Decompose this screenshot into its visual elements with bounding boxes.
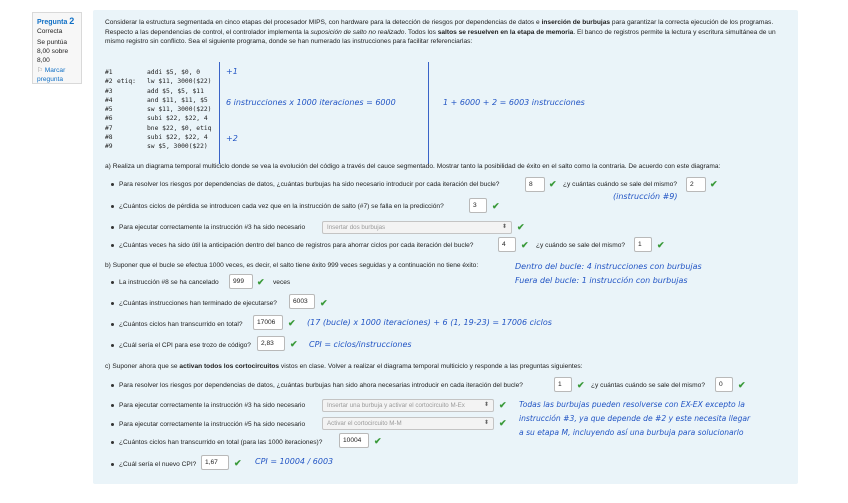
c-q4-input[interactable]: 10004: [339, 433, 369, 448]
check-icon: ✔: [517, 222, 525, 232]
a-q2-label: ¿Cuántos ciclos de pérdida se introducen cada vez que en la instrucción de salto (#7) se falla en la predicción?: [119, 203, 444, 210]
bullet: [111, 344, 114, 347]
note-instr9: (instrucción #9): [613, 192, 678, 201]
note-cpi2: CPI = 10004 / 6003: [255, 457, 334, 466]
c-q3-label: Para ejecutar correctamente la instrucción #5 ha sido necesario: [119, 421, 306, 428]
b-q4-input[interactable]: 2,83: [257, 336, 285, 351]
note-ex: Todas las burbujas pueden resolverse con EX-EX excepto la instrucción #3, ya que depende de #2 y este necesita llegar a su etapa M, incluyendo así una burbuja para solucionarlo: [519, 400, 751, 437]
annotation-line: [428, 62, 429, 164]
bullet: [111, 244, 114, 247]
check-icon: ✔: [549, 179, 557, 189]
c-q3-select[interactable]: Activar el cortocircuito M-M ⬍: [322, 417, 494, 430]
check-icon: ✔: [320, 298, 328, 308]
check-icon: ✔: [710, 179, 718, 189]
a-q2-input[interactable]: 3: [469, 198, 487, 213]
c-q5-input[interactable]: 1,67: [201, 455, 229, 470]
c-q5-label: ¿Cuál sería el nuevo CPI?: [119, 461, 197, 468]
bullet: [111, 404, 114, 407]
note-ciclos: (17 (bucle) x 1000 iteraciones) + 6 (1, 19-23) = 17006 ciclos: [307, 318, 552, 327]
b-q3-label: ¿Cuántos ciclos han transcurrido en total?: [119, 321, 243, 328]
b-q1-input[interactable]: 999: [229, 274, 253, 289]
a-q4b-input[interactable]: 1: [634, 237, 652, 252]
c-q1b-input[interactable]: 0: [715, 377, 733, 392]
a-q1-input[interactable]: 8: [525, 177, 545, 192]
section-c-title: c) Suponer ahora que se activan todos los cortocircuitos vistos en clase. Volver a realizar el diagrama temporal multiciclo y responde a las preguntas siguientes:: [105, 363, 583, 370]
bullet: [111, 281, 114, 284]
bullet: [111, 323, 114, 326]
a-q3-select[interactable]: Insertar dos burbujas ⬍: [322, 221, 512, 234]
note-cpi: CPI = ciclos/instrucciones: [309, 340, 412, 349]
check-icon: ✔: [374, 436, 382, 446]
question-state: Correcta: [37, 28, 63, 35]
bullet: [111, 183, 114, 186]
bullet: [111, 423, 114, 426]
question-panel: [93, 10, 798, 484]
code-labels: etiq:: [117, 78, 136, 86]
b-q2-input[interactable]: 6003: [289, 294, 315, 309]
a-q1b-label: ¿y cuántas cuándo se sale del mismo?: [563, 181, 677, 188]
c-q1b-label: ¿y cuántas cuándo se sale del mismo?: [591, 382, 705, 389]
annotation-line: [219, 62, 220, 164]
check-icon: ✔: [521, 240, 529, 250]
check-icon: ✔: [290, 339, 298, 349]
question-info-box: [32, 12, 82, 84]
note-dentro: Dentro del bucle: 4 instrucciones con burbujas: [515, 262, 702, 271]
c-q1-label: Para resolver los riesgos por dependencias de datos, ¿cuántas burbujas han sido ahora necesarias introducir en cada iteración del bucle?: [119, 382, 523, 389]
b-q4-label: ¿Cuál sería el CPI para ese trozo de código?: [119, 342, 251, 349]
c-q4-label: ¿Cuántos ciclos han transcurrido en total (para las 1000 iteraciones)?: [119, 439, 323, 446]
code-instructions: addi $5, $0, 0 lw $11, 3000($22) add $5, $5, $11 and $11, $11, $5 sw $11, 3000($22) subi $22, $22, 4 bne $22, $0, etiq subi $22, $22, 4 sw $5, 3000($22): [147, 69, 212, 151]
c-q2-label: Para ejecutar correctamente la instrucción #3 ha sido necesario: [119, 402, 306, 409]
a-q4-input[interactable]: 4: [498, 237, 516, 252]
note-fuera: Fuera del bucle: 1 instrucción con burbujas: [515, 276, 688, 285]
code-line-numbers: #1 #2 #3 #4 #5 #6 #7 #8 #9: [105, 69, 113, 151]
chevron-icon: ⬍: [483, 402, 489, 408]
note-iterations: 6 instrucciones x 1000 iteraciones = 6000: [226, 98, 396, 107]
a-q1b-input[interactable]: 2: [686, 177, 706, 192]
flag-icon: ⚐: [37, 67, 43, 74]
b-q3-input[interactable]: 17006: [253, 315, 283, 330]
question-intro: Considerar la estructura segmentada en cinco etapas del procesador MIPS, con hardware para la detección de riesgos por dependencias de datos e inserción de burbujas para garantizar la correcta ejecución de los programas. Respecto a las dependencias de control, el controlador implementa la suposición de salto no realizado. Todos los saltos se resuelven en la etapa de memoria. El banco de registros permite la lectura y escritura simultánea de un mismo registro sin conflicto. Sea el siguiente programa, donde se han numerado las instrucciones para facilitar referenciarlas:: [105, 19, 776, 45]
bullet: [111, 205, 114, 208]
chevron-icon: ⬍: [501, 224, 507, 230]
bullet: [111, 302, 114, 305]
question-number: Pregunta 2: [37, 16, 75, 26]
section-b-title: b) Suponer que el bucle se efectua 1000 veces, es decir, el salto tiene éxito 999 veces seguidas y a continuación no tiene éxito:: [105, 262, 479, 269]
c-q2-select[interactable]: Insertar una burbuja y activar el cortocircuito M-Ex ⬍: [322, 399, 494, 412]
chevron-icon: ⬍: [483, 420, 489, 426]
a-q4-label: ¿Cuántas veces ha sido útil la anticipación dentro del banco de registros para ahorrar ciclos por cada iteración del bucle?: [119, 242, 474, 249]
bullet: [111, 441, 114, 444]
section-a-title: a) Realiza un diagrama temporal multiciclo donde se vea la evolución del código a través del cauce segmentado. Mostrar tanto la posibilidad de éxito en el salto como la contraria. De acuerdo con este diagrama:: [105, 163, 721, 170]
c-q1-input[interactable]: 1: [554, 377, 572, 392]
check-icon: ✔: [288, 318, 296, 328]
bullet: [111, 226, 114, 229]
note-total-instructions: 1 + 6000 + 2 = 6003 instrucciones: [443, 98, 585, 107]
flag-question-button[interactable]: ⚐ Marcar pregunta: [37, 67, 66, 83]
check-icon: ✔: [499, 400, 507, 410]
b-q1-label: La instrucción #8 se ha cancelado: [119, 279, 219, 286]
check-icon: ✔: [257, 277, 265, 287]
bullet: [111, 384, 114, 387]
check-icon: ✔: [499, 418, 507, 428]
b-q1b-label: veces: [273, 279, 291, 286]
b-q2-label: ¿Cuántas instrucciones han terminado de ejecutarse?: [119, 300, 277, 307]
a-q1-label: Para resolver los riesgos por dependencias de datos, ¿cuántas burbujas ha sido necesario introducir por cada iteración del bucle?: [119, 181, 500, 188]
a-q3-label: Para ejecutar correctamente la instrucción #3 ha sido necesario: [119, 224, 306, 231]
note-plus2: +2: [226, 134, 238, 143]
check-icon: ✔: [234, 458, 242, 468]
question-grade: Se puntúa 8,00 sobre 8,00: [37, 39, 69, 64]
note-plus1: +1: [226, 67, 238, 76]
check-icon: ✔: [577, 380, 585, 390]
check-icon: ✔: [492, 201, 500, 211]
check-icon: ✔: [657, 240, 665, 250]
bullet: [111, 463, 114, 466]
check-icon: ✔: [738, 380, 746, 390]
a-q4b-label: ¿y cuándo se sale del mismo?: [536, 242, 626, 249]
